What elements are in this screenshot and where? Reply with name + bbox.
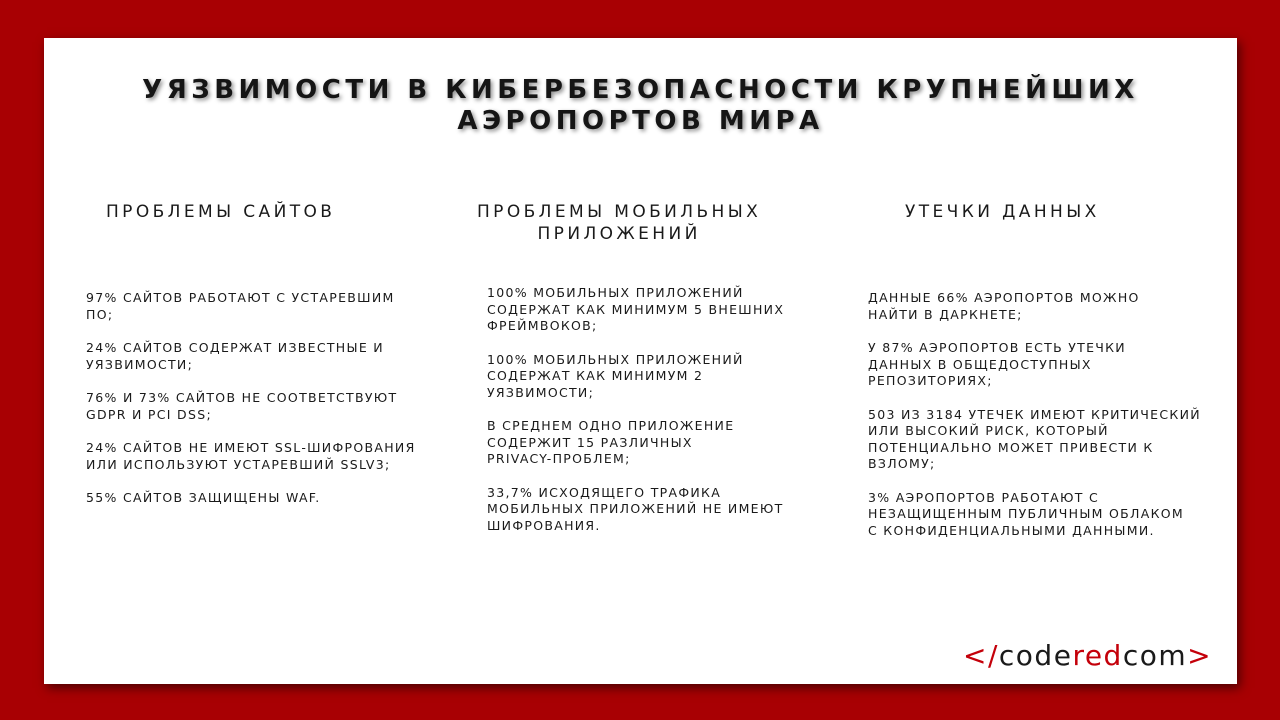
slide-title-line-1: УЯЗВИМОСТИ В КИБЕРБЕЗОПАСНОСТИ КРУПНЕЙШИХ	[142, 75, 1139, 105]
list-item: 24% САЙТОВ СОДЕРЖАТ ИЗВЕСТНЫЕ И УЯЗВИМОСТИ;	[86, 340, 384, 372]
column-items-mobile	[487, 285, 784, 551]
column-heading-leaks: УТЕЧКИ ДАННЫХ	[905, 202, 1100, 222]
list-item: 503 ИЗ 3184 УТЕЧЕК ИМЕЮТ КРИТИЧЕСКИЙ ИЛИ ВЫСОКИЙ РИСК, КОТОРЫЙ ПОТЕНЦИАЛЬНО МОЖЕТ ПРИВЕСТИ К ВЗЛОМУ;	[868, 406, 1201, 471]
list-item: 100% МОБИЛЬНЫХ ПРИЛОЖЕНИЙ СОДЕРЖАТ КАК МИНИМУМ 5 ВНЕШНИХ ФРЕЙМВОКОВ;	[487, 285, 785, 333]
list-item: 33,7% ИСХОДЯЩЕГО ТРАФИКА МОБИЛЬНЫХ ПРИЛОЖЕНИЙ НЕ ИМЕЮТ ШИФРОВАНИЯ.	[487, 484, 784, 533]
list-item: 97% САЙТОВ РАБОТАЮТ С УСТАРЕВШИМ ПО;	[86, 290, 395, 322]
list-item: 55% САЙТОВ ЗАЩИЩЕНЫ WAF.	[86, 490, 321, 505]
slide-title	[44, 75, 1237, 137]
logo-open-bracket: </	[963, 639, 999, 672]
list-item: 3% АЭРОПОРТОВ РАБОТАЮТ С НЕЗАЩИЩЕННЫМ ПУБЛИЧНЫМ ОБЛАКОМ С КОНФИДЕНЦИАЛЬНЫМИ ДАННЫМИ.	[868, 489, 1185, 538]
logo-part-com: com	[1122, 639, 1188, 672]
logo-close-bracket: >	[1187, 639, 1213, 672]
column-heading-mobile: ПРОБЛЕМЫ МОБИЛЬНЫХ ПРИЛОЖЕНИЙ	[477, 202, 762, 244]
slide	[44, 38, 1237, 684]
column-heading-websites: ПРОБЛЕМЫ САЙТОВ	[106, 202, 336, 222]
coderedcom-logo	[963, 639, 1212, 673]
list-item: 100% МОБИЛЬНЫХ ПРИЛОЖЕНИЙ СОДЕРЖАТ КАК МИНИМУМ 2 УЯЗВИМОСТИ;	[487, 351, 744, 400]
list-item: В СРЕДНЕМ ОДНО ПРИЛОЖЕНИЕ СОДЕРЖИТ 15 РАЗЛИЧНЫХ PRIVACY-ПРОБЛЕМ;	[487, 418, 735, 466]
column-items-websites	[86, 290, 416, 524]
list-item: У 87% АЭРОПОРТОВ ЕСТЬ УТЕЧКИ ДАННЫХ В ОБЩЕДОСТУПНЫХ РЕПОЗИТОРИЯХ;	[868, 340, 1126, 388]
logo-part-red: red	[1072, 639, 1123, 672]
slide-title-line-2: АЭРОПОРТОВ МИРА	[457, 106, 824, 136]
column-items-leaks	[868, 290, 1201, 556]
list-item: 24% САЙТОВ НЕ ИМЕЮТ SSL-ШИФРОВАНИЯ ИЛИ ИСПОЛЬЗУЮТ УСТАРЕВШИЙ SSLV3;	[86, 440, 416, 472]
list-item: ДАННЫЕ 66% АЭРОПОРТОВ МОЖНО НАЙТИ В ДАРКНЕТЕ;	[868, 290, 1140, 322]
list-item: 76% И 73% САЙТОВ НЕ СООТВЕТСТВУЮТ GDPR И PCI DSS;	[86, 390, 398, 422]
logo-part-code: code	[998, 639, 1073, 672]
